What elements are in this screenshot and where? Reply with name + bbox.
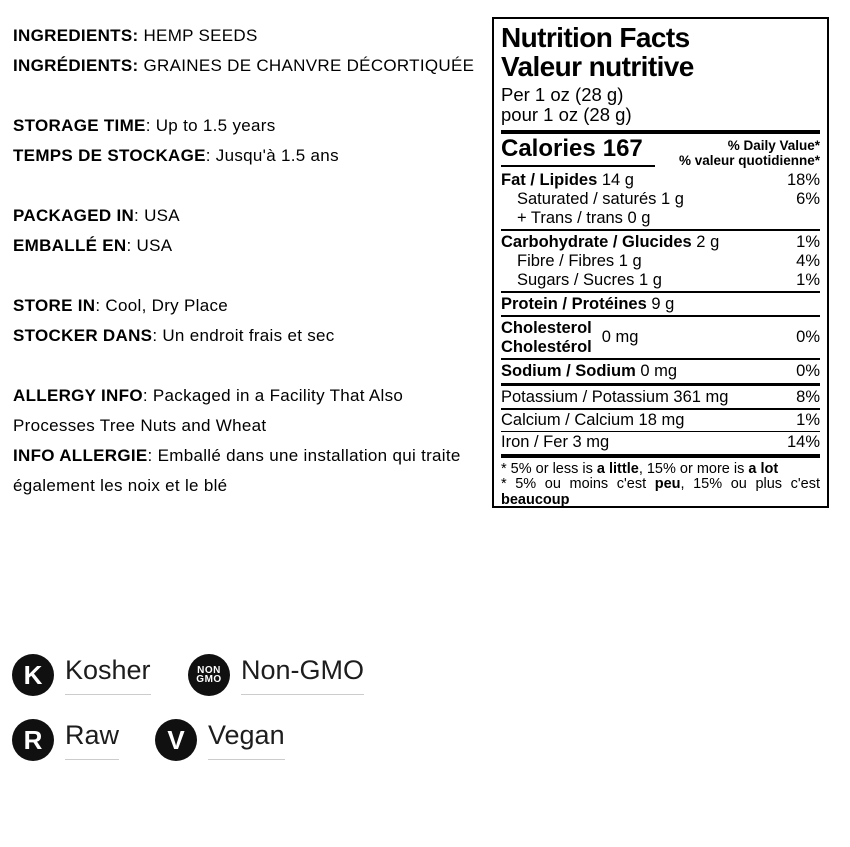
nutrient-rows (501, 171, 820, 509)
kosher-badge-icon: K (12, 654, 54, 696)
daily-value: 1% (796, 410, 820, 429)
footnote-fr: * 5% ou moins c'est peu, 15% ou plus c'est beaucoup (501, 476, 820, 508)
divider (501, 291, 820, 293)
info-text: HEMP SEEDS (138, 26, 258, 45)
divider (501, 229, 820, 231)
info-label: STORE IN (13, 296, 96, 315)
footnote (501, 460, 820, 509)
calories (501, 136, 655, 167)
daily-value: 4% (796, 251, 820, 270)
row-fat: Fat / Lipides 14 g 18% (501, 170, 820, 189)
info-line (13, 441, 475, 501)
badge-underline (65, 694, 151, 695)
daily-value: 0% (796, 328, 820, 346)
badge-non-gmo (188, 654, 364, 696)
info-text: : Un endroit frais et sec (152, 326, 335, 345)
raw-badge-icon: R (12, 719, 54, 761)
info-label: INGREDIENTS: (13, 26, 139, 45)
divider (501, 431, 820, 433)
calories-value: 167 (602, 134, 643, 162)
info-text: : Cool, Dry Place (95, 296, 229, 315)
storage-time-group (13, 111, 475, 171)
nutrition-facts-panel (492, 17, 829, 508)
cholesterol-amount: 0 mg (601, 328, 639, 346)
nutrition-facts-title-fr: Valeur nutritive (501, 51, 694, 82)
info-label: STORAGE TIME (13, 116, 146, 135)
info-line (13, 141, 475, 171)
info-label: INFO ALLERGIE (13, 446, 148, 465)
row-potassium: Potassium / Potassium 361 mg 8% (501, 388, 820, 406)
badge-label: Kosher (65, 655, 151, 685)
ingredients-group (13, 21, 475, 81)
daily-value: 8% (796, 388, 820, 406)
info-line (13, 321, 475, 351)
packaged-in-group (13, 201, 475, 261)
badge-kosher (12, 654, 151, 696)
row-sugars: Sugars / Sucres 1 g 1% (517, 270, 820, 289)
info-label: EMBALLÉ EN (13, 236, 127, 255)
info-text: : Up to 1.5 years (145, 116, 276, 135)
badge-vegan (155, 719, 285, 761)
daily-value: 0% (796, 361, 820, 380)
divider (501, 358, 820, 360)
daily-value: 1% (796, 232, 820, 251)
allergy-info-group (13, 381, 475, 501)
info-line (13, 231, 475, 261)
info-line (13, 51, 475, 81)
store-in-group (13, 291, 475, 351)
badge-underline (241, 694, 364, 695)
footnote-en: * 5% or less is a little, 15% or more is a lot (501, 460, 779, 477)
row-sodium: Sodium / Sodium 0 mg 0% (501, 361, 820, 380)
divider (501, 130, 820, 134)
info-line (13, 381, 475, 441)
info-text: : Jusqu'à 1.5 ans (205, 146, 339, 165)
badge-label: Non-GMO (241, 655, 365, 685)
divider (501, 454, 820, 458)
info-line (13, 111, 475, 141)
serving-size-en: Per 1 oz (28 g) (501, 84, 624, 105)
row-iron: Iron / Fer 3 mg 14% (501, 433, 820, 451)
vegan-badge-icon: V (155, 719, 197, 761)
nutrition-facts-title-en: Nutrition Facts (501, 22, 690, 53)
info-label: TEMPS DE STOCKAGE (13, 146, 206, 165)
info-label: INGRÉDIENTS: (13, 56, 139, 75)
serving-size-fr: pour 1 oz (28 g) (501, 104, 632, 125)
info-text: : USA (126, 236, 173, 255)
info-line (13, 291, 475, 321)
row-trans: + Trans / trans 0 g (517, 208, 651, 227)
daily-value-header-fr: % valeur quotidienne* (678, 152, 820, 168)
badge-label: Raw (65, 720, 120, 750)
daily-value: 6% (796, 189, 820, 208)
badge-underline (208, 759, 285, 760)
row-fibre: Fibre / Fibres 1 g 4% (517, 251, 820, 270)
info-label: STOCKER DANS (13, 326, 153, 345)
badge-raw (12, 719, 119, 761)
info-label: PACKAGED IN (13, 206, 135, 225)
info-label: ALLERGY INFO (13, 386, 143, 405)
daily-value-header (679, 136, 820, 168)
daily-value-header-en: % Daily Value* (727, 137, 820, 153)
daily-value: 1% (796, 270, 820, 289)
info-text: : USA (134, 206, 180, 225)
row-saturated: Saturated / saturés 1 g 6% (517, 189, 820, 208)
row-calcium: Calcium / Calcium 18 mg 1% (501, 410, 820, 429)
info-text: GRAINES DE CHANVRE DÉCORTIQUÉE (138, 56, 475, 75)
info-text: : Emballé dans une installation qui traite également les noix et le blé (13, 446, 461, 495)
calories-row (501, 136, 820, 168)
badge-underline (65, 759, 119, 760)
row-carbohydrate: Carbohydrate / Glucides 2 g 1% (501, 232, 820, 251)
divider (501, 315, 820, 317)
info-text: : Packaged in a Facility That Also Processes Tree Nuts and Wheat (13, 386, 404, 435)
info-line (13, 21, 475, 51)
badge-label: Vegan (208, 720, 285, 750)
divider (501, 408, 820, 410)
daily-value: 14% (786, 433, 820, 451)
daily-value: 18% (786, 170, 820, 189)
row-protein: Protein / Protéines 9 g (501, 294, 675, 313)
divider (501, 383, 820, 387)
non-gmo-badge-icon: NON GMO (188, 654, 230, 696)
row-cholesterol: Cholesterol Cholestérol 0 mg 0% (501, 318, 820, 356)
calories-label: Calories (501, 134, 596, 162)
info-line (13, 201, 475, 231)
product-info-panel (13, 21, 475, 531)
